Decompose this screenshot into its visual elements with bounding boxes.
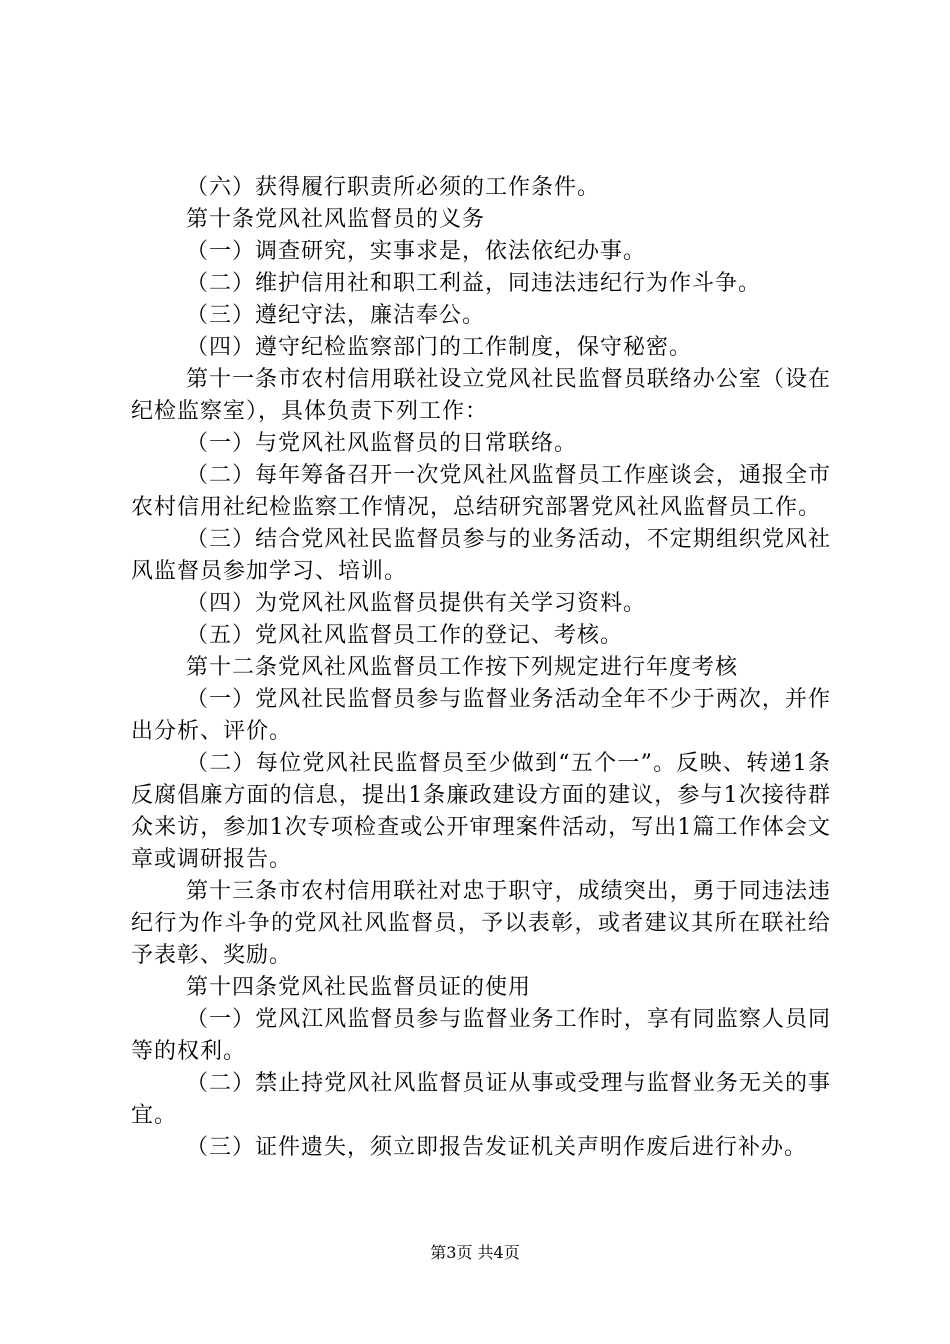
paragraph-12: （五）党风社风监督员工作的登记、考核。 (186, 623, 624, 648)
paragraph-11: （四）为党风社风监督员提供有关学习资料。 (186, 591, 647, 616)
paragraph-15: （二）每位党风社民监督员至少做到“五个一”。反映、转递1条反腐倡廉方面的信息，提出1条廉政建设方面的建议，参与1次接待群众来访，参加1次专项检查或公开审理案件活动，写出1篇工作体会文章或调研报告。 (131, 751, 831, 872)
paragraph-19: （二）禁止持党风社风监督员证从事或受理与监督业务无关的事宜。 (131, 1071, 831, 1128)
paragraph-5: （三）遵纪守法，廉洁奉公。 (186, 303, 486, 328)
page-footer (0, 1243, 950, 1263)
paragraph-2: 第十条党风社风监督员的义务 (186, 207, 486, 232)
paragraph-20: （三）证件遗失，须立即报告发证机关声明作废后进行补办。 (186, 1135, 808, 1160)
paragraph-10: （三）结合党风社民监督员参与的业务活动，不定期组织党风社风监督员参加学习、培训。 (131, 527, 831, 584)
paragraph-3: （一）调查研究，实事求是，依法依纪办事。 (186, 239, 647, 264)
page-number: 第3页 共4页 (430, 1243, 520, 1262)
paragraph-13: 第十二条党风社风监督员工作按下列规定进行年度考核 (186, 655, 739, 680)
paragraph-6: （四）遵守纪检监察部门的工作制度，保守秘密。 (186, 335, 693, 360)
paragraph-17: 第十四条党风社民监督员证的使用 (186, 975, 532, 1000)
paragraph-8: （一）与党风社风监督员的日常联络。 (186, 431, 578, 456)
paragraph-1: （六）获得履行职责所必须的工作条件。 (186, 175, 601, 200)
paragraph-14: （一）党风社民监督员参与监督业务活动全年不少于两次，并作出分析、评价。 (131, 687, 831, 744)
paragraph-9: （二）每年筹备召开一次党风社风监督员工作座谈会，通报全市农村信用社纪检监察工作情况，总结研究部署党风社风监督员工作。 (131, 463, 831, 520)
paragraph-16: 第十三条市农村信用联社对忠于职守，成绩突出，勇于同违法违纪行为作斗争的党风社风监督员，予以表彰，或者建议其所在联社给予表彰、奖励。 (131, 879, 831, 968)
paragraph-7: 第十一条市农村信用联社设立党风社民监督员联络办公室（设在纪检监察室），具体负责下列工作： (131, 367, 831, 424)
document-body (131, 172, 831, 1164)
paragraph-18: （一）党风江风监督员参与监督业务工作时，享有同监察人员同等的权利。 (131, 1007, 831, 1064)
paragraph-4: （二）维护信用社和职工利益，同违法违纪行为作斗争。 (186, 271, 762, 296)
